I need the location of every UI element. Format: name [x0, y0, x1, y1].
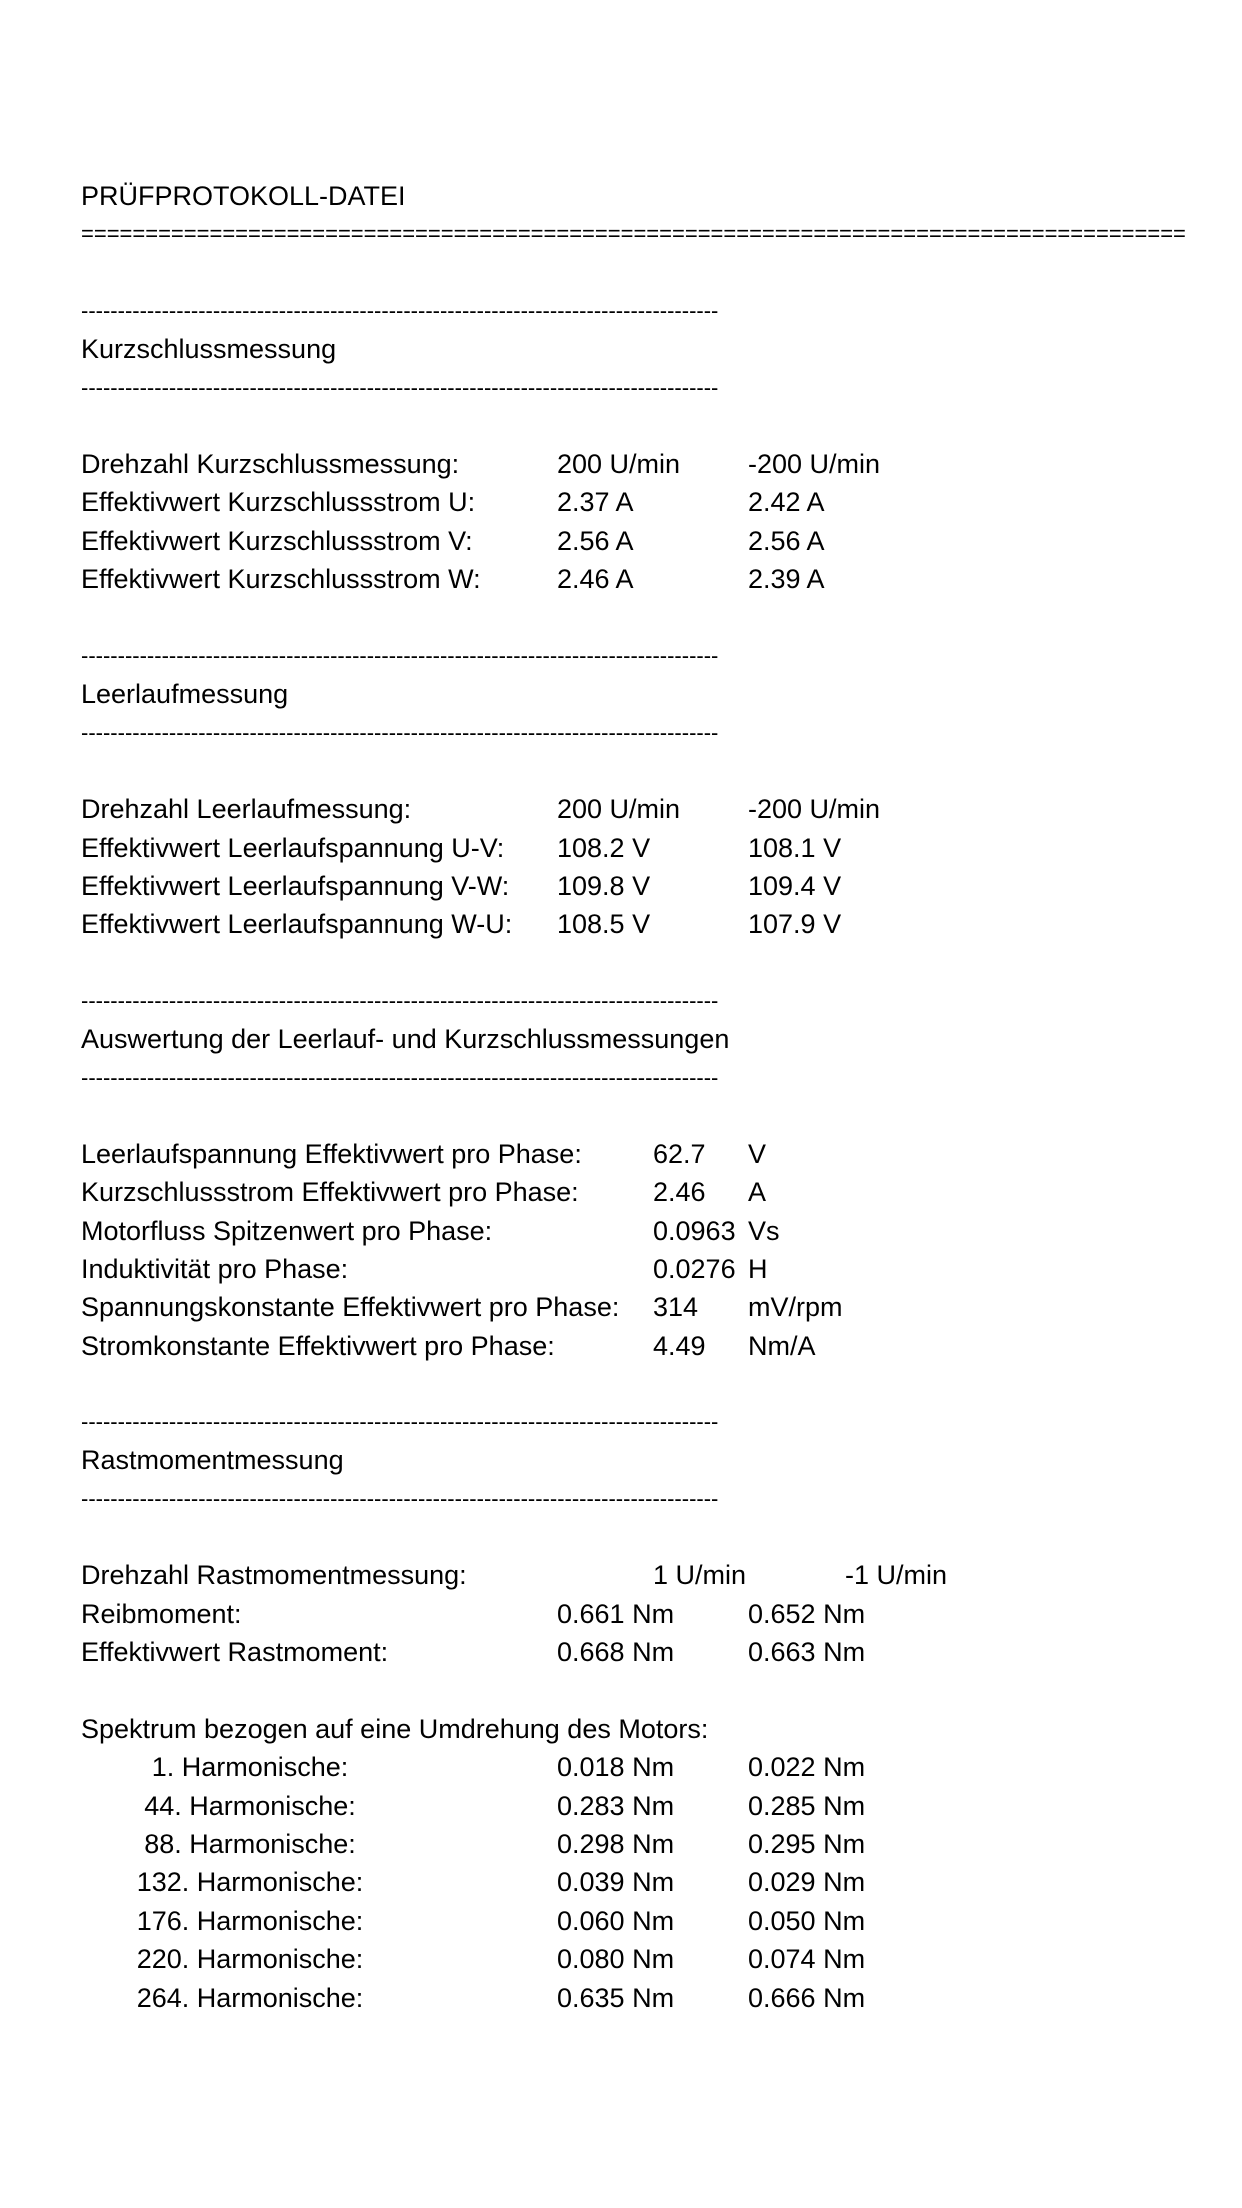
- row-label: Spannungskonstante Effektivwert pro Phase:: [81, 1292, 620, 1322]
- document-title: PRÜFPROTOKOLL-DATEI: [81, 181, 406, 211]
- row-label: Kurzschlussstrom Effektivwert pro Phase:: [81, 1177, 579, 1207]
- row-label: Effektivwert Leerlaufspannung V-W:: [81, 871, 510, 901]
- row-label: Leerlaufspannung Effektivwert pro Phase:: [81, 1139, 582, 1169]
- row-value-negative: 107.9 V: [748, 909, 842, 939]
- harmonic-value-positive: 0.298 Nm: [557, 1829, 675, 1859]
- row-value-positive: 1 U/min: [653, 1560, 747, 1590]
- row-label: Effektivwert Leerlaufspannung U-V:: [81, 833, 505, 863]
- harmonic-label: 44. Harmonische:: [144, 1791, 356, 1821]
- section-rule: ---------------------------------------------------------------------------------------: [81, 1409, 719, 1434]
- row-value-positive: 0.668 Nm: [557, 1637, 675, 1667]
- row-unit: H: [748, 1254, 768, 1284]
- harmonic-value-positive: 0.039 Nm: [557, 1867, 675, 1897]
- section-rule: ---------------------------------------------------------------------------------------: [81, 643, 719, 668]
- row-label: Drehzahl Kurzschlussmessung:: [81, 449, 460, 479]
- row-value-negative: -200 U/min: [748, 449, 881, 479]
- section-rule: ---------------------------------------------------------------------------------------: [81, 720, 719, 745]
- row-value: 62.7: [653, 1139, 706, 1169]
- row-value-negative: 0.652 Nm: [748, 1599, 866, 1629]
- row-value-positive: 108.5 V: [557, 909, 651, 939]
- row-unit: V: [748, 1139, 767, 1169]
- section-rule: ---------------------------------------------------------------------------------------: [81, 375, 719, 400]
- harmonic-value-positive: 0.080 Nm: [557, 1944, 675, 1974]
- row-value: 4.49: [653, 1331, 706, 1361]
- row-label: Drehzahl Leerlaufmessung:: [81, 794, 412, 824]
- row-label: Stromkonstante Effektivwert pro Phase:: [81, 1331, 555, 1361]
- section-rule: ---------------------------------------------------------------------------------------: [81, 1065, 719, 1090]
- row-value-negative: -1 U/min: [845, 1560, 948, 1590]
- section-heading-auswertung: Auswertung der Leerlauf- und Kurzschlussmessungen: [81, 1024, 730, 1054]
- row-label: Effektivwert Leerlaufspannung W-U:: [81, 909, 513, 939]
- row-label: Induktivität pro Phase:: [81, 1254, 349, 1284]
- harmonic-label: 220. Harmonische:: [136, 1944, 364, 1974]
- row-value-negative: 2.56 A: [748, 526, 825, 556]
- harmonic-value-positive: 0.018 Nm: [557, 1752, 675, 1782]
- harmonic-label: 132. Harmonische:: [136, 1867, 364, 1897]
- title-double-rule: ======================================================================================: [81, 221, 1186, 246]
- row-value-positive: 2.56 A: [557, 526, 634, 556]
- row-value-negative: 108.1 V: [748, 833, 842, 863]
- row-value-positive: 108.2 V: [557, 833, 651, 863]
- section-heading-kurzschluss: Kurzschlussmessung: [81, 334, 337, 364]
- row-label: Effektivwert Kurzschlussstrom V:: [81, 526, 473, 556]
- row-label: Effektivwert Kurzschlussstrom W:: [81, 564, 481, 594]
- row-value-negative: 2.42 A: [748, 487, 825, 517]
- harmonic-value-negative: 0.666 Nm: [748, 1983, 866, 2013]
- row-unit: mV/rpm: [748, 1292, 843, 1322]
- row-unit: A: [748, 1177, 767, 1207]
- harmonic-label: 1. Harmonische:: [151, 1752, 349, 1782]
- harmonic-value-negative: 0.050 Nm: [748, 1906, 866, 1936]
- row-value-positive: 200 U/min: [557, 449, 681, 479]
- harmonic-label: 264. Harmonische:: [136, 1983, 364, 2013]
- row-value-positive: 0.661 Nm: [557, 1599, 675, 1629]
- section-heading-leerlauf: Leerlaufmessung: [81, 679, 289, 709]
- harmonic-value-negative: 0.022 Nm: [748, 1752, 866, 1782]
- section-heading-rastmoment: Rastmomentmessung: [81, 1445, 344, 1475]
- row-value-negative: 0.663 Nm: [748, 1637, 866, 1667]
- row-label: Reibmoment:: [81, 1599, 242, 1629]
- section-rule: ---------------------------------------------------------------------------------------: [81, 298, 719, 323]
- row-value: 0.0276: [653, 1254, 736, 1284]
- harmonic-value-positive: 0.060 Nm: [557, 1906, 675, 1936]
- harmonic-value-negative: 0.295 Nm: [748, 1829, 866, 1859]
- harmonic-value-positive: 0.283 Nm: [557, 1791, 675, 1821]
- row-value-negative: 109.4 V: [748, 871, 842, 901]
- harmonic-label: 88. Harmonische:: [144, 1829, 356, 1859]
- harmonic-label: 176. Harmonische:: [136, 1906, 364, 1936]
- row-value: 314: [653, 1292, 699, 1322]
- row-label: Motorfluss Spitzenwert pro Phase:: [81, 1216, 493, 1246]
- row-value-negative: 2.39 A: [748, 564, 825, 594]
- row-label: Effektivwert Kurzschlussstrom U:: [81, 487, 476, 517]
- harmonic-value-negative: 0.074 Nm: [748, 1944, 866, 1974]
- harmonic-value-positive: 0.635 Nm: [557, 1983, 675, 2013]
- row-label: Drehzahl Rastmomentmessung:: [81, 1560, 467, 1590]
- row-label: Effektivwert Rastmoment:: [81, 1637, 389, 1667]
- row-value: 2.46: [653, 1177, 706, 1207]
- section-rule: ---------------------------------------------------------------------------------------: [81, 988, 719, 1013]
- row-unit: Nm/A: [748, 1331, 816, 1361]
- section-rule: ---------------------------------------------------------------------------------------: [81, 1486, 719, 1511]
- row-value-positive: 200 U/min: [557, 794, 681, 824]
- row-value-positive: 109.8 V: [557, 871, 651, 901]
- spectrum-title: Spektrum bezogen auf eine Umdrehung des Motors:: [81, 1714, 709, 1744]
- row-value: 0.0963: [653, 1216, 736, 1246]
- harmonic-value-negative: 0.285 Nm: [748, 1791, 866, 1821]
- row-value-negative: -200 U/min: [748, 794, 881, 824]
- harmonic-value-negative: 0.029 Nm: [748, 1867, 866, 1897]
- row-unit: Vs: [748, 1216, 780, 1246]
- row-value-positive: 2.37 A: [557, 487, 634, 517]
- row-value-positive: 2.46 A: [557, 564, 634, 594]
